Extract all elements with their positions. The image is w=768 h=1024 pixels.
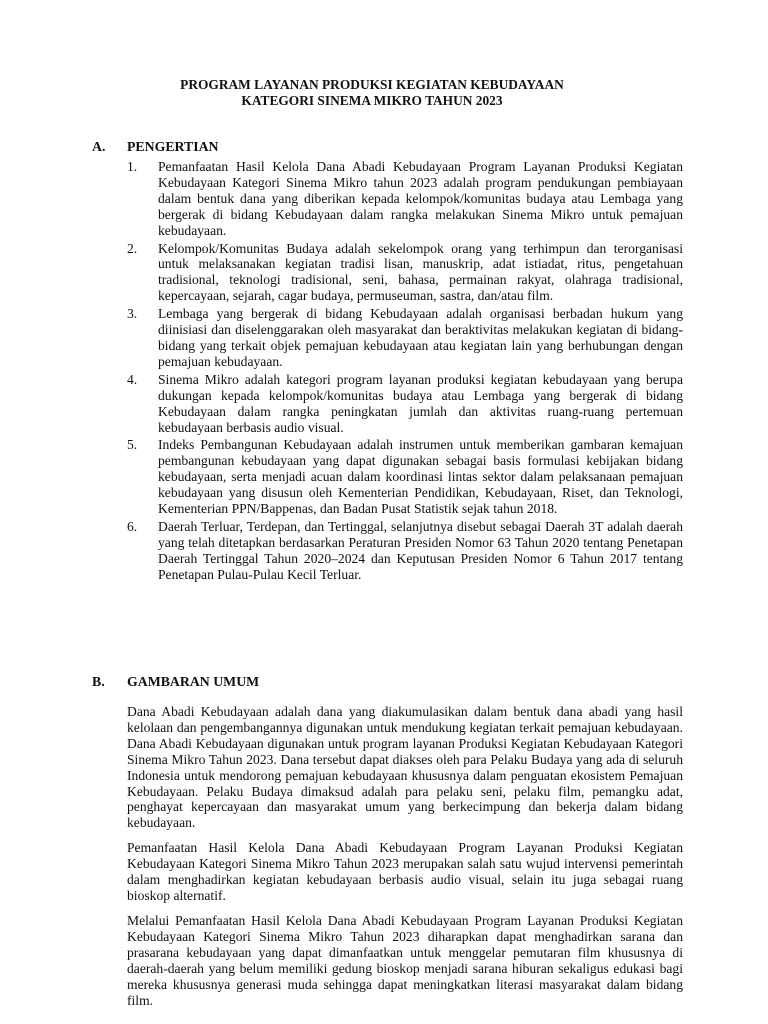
list-item-text: Pemanfaatan Hasil Kelola Dana Abadi Kebudayaan Program Layanan Produksi Kegiatan Kebudayaan Kategori Sinema Mikro tahun 2023 adalah program pendukungan pembiayaan dalam bentuk dana yang diberikan kepada kelompok/komunitas budaya atau Lembaga yang bergerak di bidang Kebudayaan dalam rangka melakukan Sinema Mikro untuk pemajuan kebudayaan. xyxy=(158,159,683,238)
list-item-number: 5. xyxy=(127,437,138,453)
paragraph: Dana Abadi Kebudayaan adalah dana yang diakumulasikan dalam bentuk dana abadi yang hasil kelolaan dan pengembangannya digunakan untuk mendukung kegiatan terkait pemajuan kebudayaan. Dana Abadi Kebudayaan digunakan untuk program layanan Produksi Kegiatan Kebudayaan Kategori Sinema Mikro Tahun 2023. Dana tersebut dapat diakses oleh para Pelaku Budaya yang ada di seluruh Indonesia untuk mendorong pemajuan kebudayaan khususnya dalam penguatan ekosistem Pemajuan Kebudayaan. Pelaku Budaya dimaksud adalah para pelaku seni, pelaku film, pemangku adat, penghayat kepercayaan dan masyarakat umum yang berkecimpung dan bekerja dalam bidang kebudayaan. xyxy=(127,704,683,831)
list-item xyxy=(127,372,683,436)
section-a-heading xyxy=(92,139,219,155)
list-item-text: Indeks Pembangunan Kebudayaan adalah instrumen untuk memberikan gambaran kemajuan pembangunan kebudayaan yang dapat digunakan sebagai basis formulasi kebijakan bidang kebudayaan, serta menjadi acuan dalam koordinasi lintas sektor dalam pelaksanaan pemajuan kebudayaan yang disusun oleh Kementerian Pendidikan, Kebudayaan, Riset, dan Teknologi, Kementerian PPN/Bappenas, dan Badan Pusat Statistik sejak tahun 2018. xyxy=(158,437,683,517)
section-a-title: PENGERTIAN xyxy=(127,139,219,154)
paragraph: Melalui Pemanfaatan Hasil Kelola Dana Abadi Kebudayaan Program Layanan Produksi Kegiatan Kebudayaan Kategori Sinema Mikro Tahun 2023 diharapkan dapat menghadirkan sarana dan prasarana kebudayaan yang dapat dimanfaatkan untuk menggelar pemutaran film khususnya di daerah-daerah yang belum memiliki gedung bioskop menjadi sarana hiburan sekaligus edukasi bagi mereka khususnya generasi muda sehingga dapat meningkatkan literasi masyarakat dalam bidang film. xyxy=(127,913,683,1008)
list-item-text: Sinema Mikro adalah kategori program layanan produksi kegiatan kebudayaan yang berupa dukungan kepada kelompok/komunitas budaya atau Lembaga yang bergerak di bidang Kebudayaan dalam rangka peningkatan jumlah dan aktivitas ruang-ruang pertemuan kebudayaan berbasis audio visual. xyxy=(158,371,683,435)
section-b-heading xyxy=(92,674,259,690)
section-b-title: GAMBARAN UMUM xyxy=(127,674,260,689)
title-line-1: PROGRAM LAYANAN PRODUKSI KEGIATAN KEBUDAYAAN xyxy=(180,77,564,92)
list-item xyxy=(127,159,683,239)
list-item-text: Kelompok/Komunitas Budaya adalah sekelompok orang yang terhimpun dan terorganisasi untuk melaksanakan kegiatan tradisi lisan, manuskrip, adat istiadat, ritus, pengetahuan tradisional, teknologi tradisional, seni, bahasa, permainan rakyat, olahraga tradisional, kepercayaan, sejarah, cagar budaya, permuseuman, sastra, dan/atau film. xyxy=(158,240,683,304)
paragraph: Pemanfaatan Hasil Kelola Dana Abadi Kebudayaan Program Layanan Produksi Kegiatan Kebudayaan Kategori Sinema Mikro Tahun 2023 merupakan salah satu wujud intervensi pemerintah dalam menghadirkan kegiatan kebudayaan berbasis audio visual, selain itu juga sebagai ruang bioskop alternatif. xyxy=(127,840,683,903)
list-item xyxy=(127,519,683,583)
list-item xyxy=(127,241,683,305)
list-item-number: 1. xyxy=(127,159,138,174)
list-item-number: 6. xyxy=(127,518,138,534)
list-item-number: 4. xyxy=(127,371,138,387)
list-item-number: 2. xyxy=(127,240,138,256)
definition-list xyxy=(127,159,683,585)
document-title xyxy=(0,77,744,109)
list-item-text: Daerah Terluar, Terdepan, dan Tertinggal, selanjutnya disebut sebagai Daerah 3T adalah daerah yang telah ditetapkan berdasarkan Peraturan Presiden Nomor 63 Tahun 2020 tentang Penetapan Daerah Tertinggal Tahun 2020–2024 dan Keputusan Presiden Nomor 6 Tahun 2017 tentang Penetapan Pulau-Pulau Kecil Terluar. xyxy=(158,518,683,582)
list-item xyxy=(127,306,683,370)
list-item-text: Lembaga yang bergerak di bidang Kebudayaan adalah organisasi berbadan hukum yang diinisiasi dan diselenggarakan oleh masyarakat dan beraktivitas melakukan kegiatan di bidang-bidang yang terkait objek pemajuan kebudayaan atau kegiatan lain yang berhubungan dengan pemajuan kebudayaan. xyxy=(158,306,683,369)
section-a-letter: A. xyxy=(92,139,106,154)
title-line-2: KATEGORI SINEMA MIKRO TAHUN 2023 xyxy=(241,93,503,108)
section-b-letter: B. xyxy=(92,674,105,689)
list-item-number: 3. xyxy=(127,306,138,322)
list-item xyxy=(127,437,683,517)
